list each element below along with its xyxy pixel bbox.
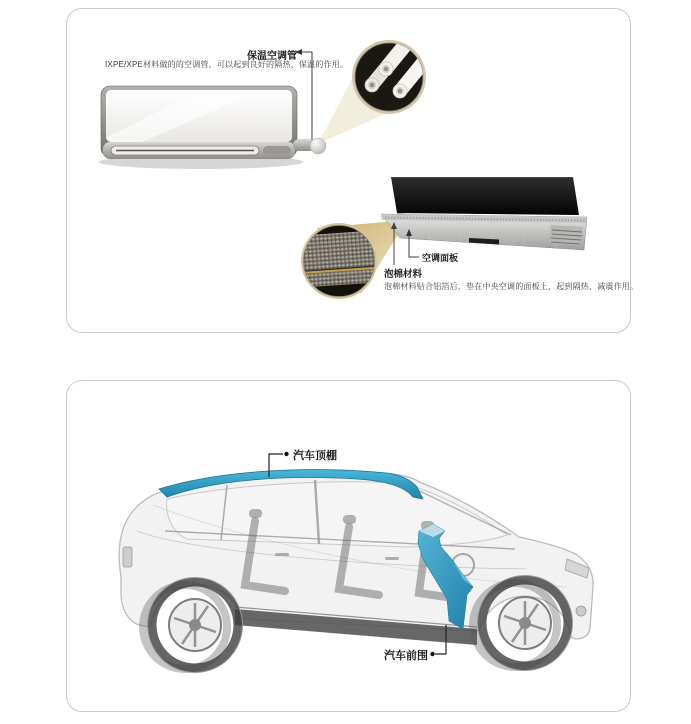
front-callout-label: 汽车前围 — [384, 650, 428, 662]
wall-ac-unit — [97, 86, 326, 169]
tail-light — [123, 547, 132, 567]
pipe-callout-description: IXPE/XPE材料做的的空调管，可以起到良好的隔热、保温的作用。 — [105, 60, 349, 69]
foam-callout-description: 泡棉材料贴合铝箔后，垫在中央空调的面板上，起到隔热、减震作用。 — [384, 282, 639, 291]
ac-insulation-panel — [66, 8, 639, 333]
pipe-magnifier-lens — [352, 10, 448, 114]
pipe-callout-label: 保温空调管 — [247, 51, 297, 62]
car-insulation-panel — [66, 380, 631, 712]
car-illustration — [67, 381, 629, 711]
panel-callout-label: 空调面板 — [422, 253, 459, 263]
roof-callout-label: 汽车顶棚 — [293, 450, 337, 462]
ceiling-ac-unit — [381, 177, 587, 250]
pipe-end-ball — [310, 138, 326, 154]
foam-callout-label: 泡棉材料 — [384, 269, 423, 280]
